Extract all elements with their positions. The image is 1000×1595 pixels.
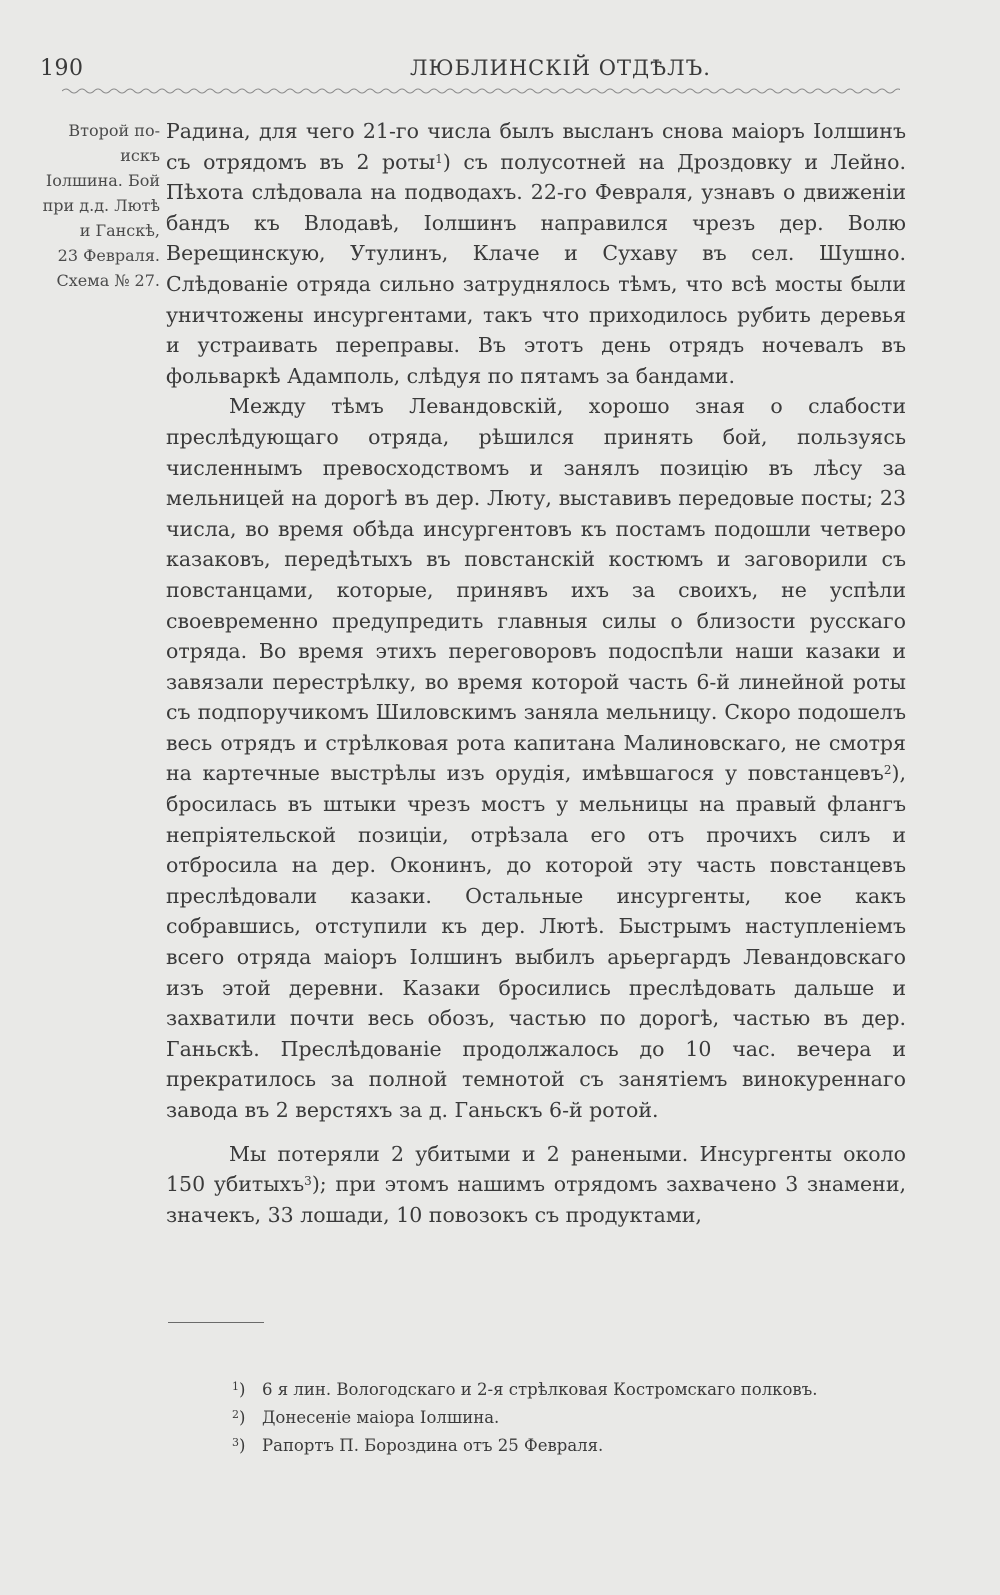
- paragraph: Мы потеряли 2 убитыми и 2 ранеными. Инсургенты около 150 убитыхъ$^3$); при этомъ нашимъ отрядомъ захвачено 3 знамени, значекъ, 33 лошади, 10 повозокъ съ продуктами,: [166, 1141, 906, 1227]
- footnote-text: Донесеніе маіора Іолшина.: [262, 1408, 500, 1427]
- footnote-mark: 3: [232, 1436, 239, 1449]
- header-wavy-rule: [62, 84, 900, 98]
- footnote: $^1$) 6 я лин. Вологодскаго и 2-я стрѣлковая Костромскаго полковъ.: [232, 1380, 818, 1399]
- footnote: $^3$) Рапортъ П. Бороздина отъ 25 Февраля.: [232, 1436, 604, 1455]
- margin-note-line: Второй по-: [68, 121, 160, 140]
- footnote-separator: [168, 1322, 264, 1323]
- running-title: ЛЮБЛИНСКІЙ ОТДѢЛЪ.: [410, 56, 711, 80]
- footnote-reference: 2: [883, 763, 892, 778]
- page-number: 190: [40, 56, 84, 81]
- margin-note-line: искъ: [120, 146, 160, 165]
- footnote-mark: 1: [232, 1380, 239, 1393]
- footnotes: [232, 1376, 892, 1460]
- footnote: $^2$) Донесеніе маіора Іолшина.: [232, 1408, 500, 1427]
- paragraph: Радина, для чего 21-го числа былъ высланъ снова маіоръ Іолшинъ съ отрядомъ въ 2 роты$^1$) съ полусотней на Дроздовку и Лейно. Пѣхота слѣдовала на подводахъ. 22-го Февраля, узнавъ о движеніи бандъ къ Влодавѣ, Іолшинъ направился чрезъ дер. Волю Верещинскую, Утулинъ, Клаче и Сухаву въ сел. Шушно. Слѣдованіе отряда сильно затруднялось тѣмъ, что всѣ мосты были уничтожены инсургентами, такъ что приходилось рубить деревья и устраивать переправы. Въ этотъ день отрядъ ночевалъ въ фольваркѣ Адамполь, слѣдуя по пятамъ за бандами.: [166, 119, 907, 388]
- margin-note-line: и Ганскѣ,: [79, 221, 160, 240]
- margin-note: [38, 118, 160, 293]
- margin-note-line: Іолшина. Бой: [45, 171, 160, 190]
- footnote-text: 6 я лин. Вологодскаго и 2-я стрѣлковая Костромскаго полковъ.: [262, 1380, 818, 1399]
- body-text: [166, 116, 906, 1230]
- paragraph: Между тѣмъ Левандовскій, хорошо зная о слабости преслѣдующаго отряда, рѣшился принять бой, пользуясь численнымъ превосходствомъ и занялъ позицію въ лѣсу за мельницей на дорогѣ въ дер. Люту, выставивъ передовые посты; 23 числа, во время обѣда инсургентовъ къ постамъ подошли четверо казаковъ, передѣтыхъ въ повстанскій костюмъ и заговорили съ повстанцами, которые, принявъ ихъ за своихъ, не успѣли своевременно предупредить главныя силы о близости русскаго отряда. Во время этихъ переговоровъ подоспѣли наши казаки и завязали перестрѣлку, во время которой часть 6-й линейной роты съ подпоручикомъ Шиловскимъ заняла мельницу. Скоро подошелъ весь отрядъ и стрѣлковая рота капитана Малиновскаго, не смотря на картечные выстрѣлы изъ орудія, имѣвшагося у повстанцевъ$^2$), бросилась въ штыки чрезъ мостъ у мельницы на правый флангъ непріятельской позиціи, отрѣзала его отъ прочихъ силъ и отбросила на дер. Оконинъ, до которой эту часть повстанцевъ преслѣдовали казаки. Остальные инсургенты, кое какъ собравшись, отступили къ дер. Лютѣ. Быстрымъ наступленіемъ всего отряда маіоръ Іолшинъ выбилъ арьергардъ Левандовскаго изъ этой деревни. Казаки бросились преслѣдовать дальше и захватили почти весь обозъ, частью по дорогѣ, частью въ дер. Ганьскѣ. Преслѣдованіе продолжалось до 10 час. вечера и прекратилось за полной темнотой съ занятіемъ винокуреннаго завода въ 2 верстяхъ за д. Ганьскъ 6-й ротой.: [166, 394, 906, 1122]
- footnote-text: Рапортъ П. Бороздина отъ 25 Февраля.: [262, 1436, 604, 1455]
- margin-note-line: 23 Февраля.: [57, 246, 160, 265]
- footnote-mark: 2: [232, 1408, 239, 1421]
- margin-note-line: Схема № 27.: [56, 271, 160, 290]
- margin-note-line: при д.д. Лютѣ: [42, 196, 160, 215]
- footnote-reference: 3: [304, 1174, 312, 1189]
- footnote-reference: 1: [435, 151, 443, 166]
